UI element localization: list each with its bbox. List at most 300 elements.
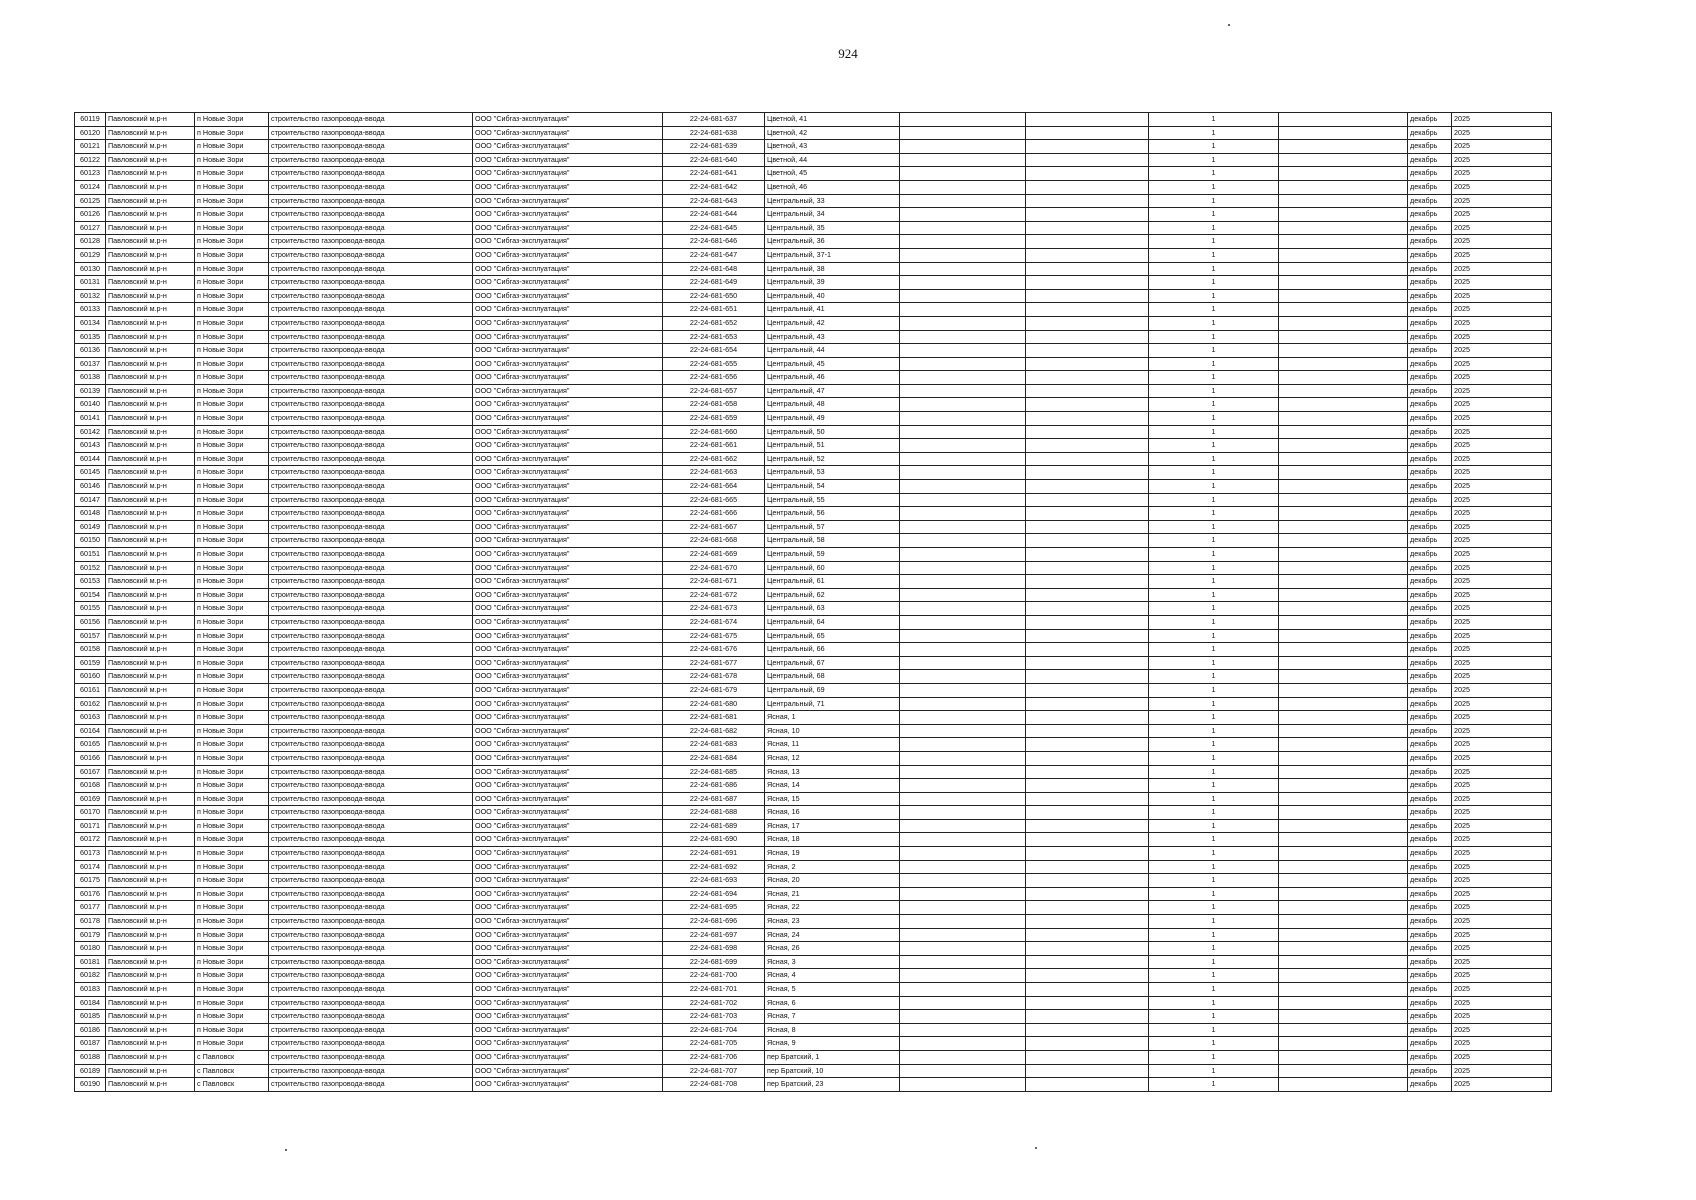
object-number: 22-24-681-706	[663, 1050, 765, 1064]
work-type: строительство газопровода-ввода	[269, 439, 473, 453]
address: Центральный, 47	[765, 384, 900, 398]
empty-cell	[900, 1010, 1026, 1024]
settlement: с Павловск	[195, 1078, 269, 1092]
district: Павловский м.р-н	[106, 670, 195, 684]
settlement: п Новые Зори	[195, 928, 269, 942]
row-number: 60163	[75, 711, 106, 725]
organization: ООО "Сибгаз-эксплуатация"	[473, 371, 663, 385]
table-row	[75, 819, 1552, 833]
table-row	[75, 140, 1552, 154]
address: Центральный, 69	[765, 683, 900, 697]
empty-cell	[900, 180, 1026, 194]
empty-cell	[1279, 955, 1408, 969]
empty-cell	[1279, 643, 1408, 657]
quantity: 1	[1149, 384, 1279, 398]
work-type: строительство газопровода-ввода	[269, 126, 473, 140]
work-type: строительство газопровода-ввода	[269, 615, 473, 629]
year: 2025	[1452, 874, 1552, 888]
month: декабрь	[1408, 983, 1452, 997]
work-type: строительство газопровода-ввода	[269, 1037, 473, 1051]
empty-cell	[900, 887, 1026, 901]
address: Ясная, 20	[765, 874, 900, 888]
empty-cell	[1279, 534, 1408, 548]
object-number: 22-24-681-641	[663, 167, 765, 181]
settlement: п Новые Зори	[195, 153, 269, 167]
settlement: п Новые Зори	[195, 1023, 269, 1037]
empty-cell	[1026, 439, 1149, 453]
empty-cell	[900, 969, 1026, 983]
object-number: 22-24-681-694	[663, 887, 765, 901]
year: 2025	[1452, 561, 1552, 575]
address: Ясная, 6	[765, 996, 900, 1010]
month: декабрь	[1408, 819, 1452, 833]
work-type: строительство газопровода-ввода	[269, 697, 473, 711]
empty-cell	[900, 221, 1026, 235]
table-row	[75, 262, 1552, 276]
organization: ООО "Сибгаз-эксплуатация"	[473, 548, 663, 562]
object-number: 22-24-681-690	[663, 833, 765, 847]
address: пер Братский, 23	[765, 1078, 900, 1092]
empty-cell	[900, 751, 1026, 765]
table-row	[75, 561, 1552, 575]
quantity: 1	[1149, 887, 1279, 901]
district: Павловский м.р-н	[106, 847, 195, 861]
row-number: 60141	[75, 412, 106, 426]
organization: ООО "Сибгаз-эксплуатация"	[473, 928, 663, 942]
organization: ООО "Сибгаз-эксплуатация"	[473, 140, 663, 154]
organization: ООО "Сибгаз-эксплуатация"	[473, 357, 663, 371]
empty-cell	[1279, 969, 1408, 983]
organization: ООО "Сибгаз-эксплуатация"	[473, 262, 663, 276]
row-number: 60187	[75, 1037, 106, 1051]
empty-cell	[900, 942, 1026, 956]
quantity: 1	[1149, 615, 1279, 629]
settlement: п Новые Зори	[195, 738, 269, 752]
month: декабрь	[1408, 996, 1452, 1010]
empty-cell	[1026, 1064, 1149, 1078]
organization: ООО "Сибгаз-эксплуатация"	[473, 575, 663, 589]
organization: ООО "Сибгаз-эксплуатация"	[473, 235, 663, 249]
address: Ясная, 12	[765, 751, 900, 765]
year: 2025	[1452, 235, 1552, 249]
empty-cell	[1026, 153, 1149, 167]
organization: ООО "Сибгаз-эксплуатация"	[473, 1010, 663, 1024]
address: Цветной, 44	[765, 153, 900, 167]
quantity: 1	[1149, 874, 1279, 888]
work-type: строительство газопровода-ввода	[269, 235, 473, 249]
year: 2025	[1452, 1050, 1552, 1064]
settlement: п Новые Зори	[195, 1037, 269, 1051]
work-type: строительство газопровода-ввода	[269, 575, 473, 589]
work-type: строительство газопровода-ввода	[269, 833, 473, 847]
year: 2025	[1452, 765, 1552, 779]
empty-cell	[1026, 874, 1149, 888]
empty-cell	[1279, 330, 1408, 344]
address: Центральный, 38	[765, 262, 900, 276]
empty-cell	[900, 901, 1026, 915]
empty-cell	[1279, 208, 1408, 222]
quantity: 1	[1149, 344, 1279, 358]
month: декабрь	[1408, 615, 1452, 629]
empty-cell	[1279, 493, 1408, 507]
address: Центральный, 68	[765, 670, 900, 684]
empty-cell	[1279, 751, 1408, 765]
year: 2025	[1452, 738, 1552, 752]
work-type: строительство газопровода-ввода	[269, 588, 473, 602]
settlement: п Новые Зори	[195, 330, 269, 344]
organization: ООО "Сибгаз-эксплуатация"	[473, 248, 663, 262]
year: 2025	[1452, 860, 1552, 874]
settlement: п Новые Зори	[195, 656, 269, 670]
month: декабрь	[1408, 874, 1452, 888]
district: Павловский м.р-н	[106, 792, 195, 806]
object-number: 22-24-681-652	[663, 316, 765, 330]
address: Центральный, 36	[765, 235, 900, 249]
district: Павловский м.р-н	[106, 357, 195, 371]
table-row	[75, 983, 1552, 997]
empty-cell	[1279, 180, 1408, 194]
empty-cell	[900, 955, 1026, 969]
quantity: 1	[1149, 738, 1279, 752]
month: декабрь	[1408, 765, 1452, 779]
year: 2025	[1452, 751, 1552, 765]
year: 2025	[1452, 1023, 1552, 1037]
address: Ясная, 10	[765, 724, 900, 738]
month: декабрь	[1408, 221, 1452, 235]
empty-cell	[1026, 384, 1149, 398]
object-number: 22-24-681-660	[663, 425, 765, 439]
settlement: п Новые Зори	[195, 208, 269, 222]
organization: ООО "Сибгаз-эксплуатация"	[473, 194, 663, 208]
object-number: 22-24-681-662	[663, 452, 765, 466]
settlement: п Новые Зори	[195, 670, 269, 684]
organization: ООО "Сибгаз-эксплуатация"	[473, 643, 663, 657]
organization: ООО "Сибгаз-эксплуатация"	[473, 588, 663, 602]
district: Павловский м.р-н	[106, 507, 195, 521]
row-number: 60127	[75, 221, 106, 235]
object-number: 22-24-681-668	[663, 534, 765, 548]
settlement: п Новые Зори	[195, 615, 269, 629]
work-type: строительство газопровода-ввода	[269, 1010, 473, 1024]
month: декабрь	[1408, 439, 1452, 453]
empty-cell	[900, 1078, 1026, 1092]
row-number: 60188	[75, 1050, 106, 1064]
empty-cell	[1279, 1023, 1408, 1037]
empty-cell	[1026, 602, 1149, 616]
empty-cell	[1026, 208, 1149, 222]
empty-cell	[900, 208, 1026, 222]
settlement: п Новые Зори	[195, 425, 269, 439]
empty-cell	[900, 344, 1026, 358]
settlement: п Новые Зори	[195, 847, 269, 861]
address: Центральный, 61	[765, 575, 900, 589]
settlement: п Новые Зори	[195, 561, 269, 575]
empty-cell	[900, 140, 1026, 154]
work-type: строительство газопровода-ввода	[269, 806, 473, 820]
empty-cell	[900, 779, 1026, 793]
district: Павловский м.р-н	[106, 969, 195, 983]
organization: ООО "Сибгаз-эксплуатация"	[473, 915, 663, 929]
settlement: п Новые Зори	[195, 520, 269, 534]
month: декабрь	[1408, 887, 1452, 901]
table-row	[75, 1064, 1552, 1078]
row-number: 60119	[75, 113, 106, 127]
table-row	[75, 425, 1552, 439]
work-type: строительство газопровода-ввода	[269, 561, 473, 575]
empty-cell	[1279, 276, 1408, 290]
address: Центральный, 52	[765, 452, 900, 466]
district: Павловский м.р-н	[106, 779, 195, 793]
settlement: п Новые Зори	[195, 194, 269, 208]
district: Павловский м.р-н	[106, 724, 195, 738]
month: декабрь	[1408, 153, 1452, 167]
table-row	[75, 548, 1552, 562]
row-number: 60134	[75, 316, 106, 330]
year: 2025	[1452, 683, 1552, 697]
table-row	[75, 534, 1552, 548]
settlement: п Новые Зори	[195, 806, 269, 820]
empty-cell	[1026, 955, 1149, 969]
settlement: п Новые Зори	[195, 262, 269, 276]
row-number: 60160	[75, 670, 106, 684]
district: Павловский м.р-н	[106, 1023, 195, 1037]
month: декабрь	[1408, 466, 1452, 480]
table-row	[75, 738, 1552, 752]
empty-cell	[900, 493, 1026, 507]
table-row	[75, 357, 1552, 371]
settlement: с Павловск	[195, 1064, 269, 1078]
empty-cell	[1279, 697, 1408, 711]
empty-cell	[900, 915, 1026, 929]
organization: ООО "Сибгаз-эксплуатация"	[473, 126, 663, 140]
district: Павловский м.р-н	[106, 738, 195, 752]
settlement: п Новые Зори	[195, 697, 269, 711]
empty-cell	[900, 113, 1026, 127]
object-number: 22-24-681-663	[663, 466, 765, 480]
month: декабрь	[1408, 1078, 1452, 1092]
month: декабрь	[1408, 942, 1452, 956]
work-type: строительство газопровода-ввода	[269, 357, 473, 371]
month: декабрь	[1408, 561, 1452, 575]
row-number: 60185	[75, 1010, 106, 1024]
year: 2025	[1452, 330, 1552, 344]
organization: ООО "Сибгаз-эксплуатация"	[473, 874, 663, 888]
quantity: 1	[1149, 452, 1279, 466]
work-type: строительство газопровода-ввода	[269, 928, 473, 942]
quantity: 1	[1149, 113, 1279, 127]
district: Павловский м.р-н	[106, 289, 195, 303]
address: Ясная, 8	[765, 1023, 900, 1037]
month: декабрь	[1408, 1050, 1452, 1064]
empty-cell	[1279, 371, 1408, 385]
object-number: 22-24-681-649	[663, 276, 765, 290]
address: Ясная, 17	[765, 819, 900, 833]
settlement: п Новые Зори	[195, 683, 269, 697]
quantity: 1	[1149, 792, 1279, 806]
table-row	[75, 670, 1552, 684]
month: декабрь	[1408, 1010, 1452, 1024]
empty-cell	[1026, 425, 1149, 439]
address: Центральный, 35	[765, 221, 900, 235]
month: декабрь	[1408, 452, 1452, 466]
settlement: п Новые Зори	[195, 765, 269, 779]
empty-cell	[1026, 887, 1149, 901]
settlement: п Новые Зори	[195, 384, 269, 398]
settlement: п Новые Зори	[195, 534, 269, 548]
organization: ООО "Сибгаз-эксплуатация"	[473, 1078, 663, 1092]
work-type: строительство газопровода-ввода	[269, 412, 473, 426]
quantity: 1	[1149, 180, 1279, 194]
district: Павловский м.р-н	[106, 942, 195, 956]
object-number: 22-24-681-705	[663, 1037, 765, 1051]
organization: ООО "Сибгаз-эксплуатация"	[473, 208, 663, 222]
empty-cell	[900, 724, 1026, 738]
address: Центральный, 41	[765, 303, 900, 317]
quantity: 1	[1149, 262, 1279, 276]
work-type: строительство газопровода-ввода	[269, 507, 473, 521]
district: Павловский м.р-н	[106, 520, 195, 534]
month: декабрь	[1408, 1037, 1452, 1051]
quantity: 1	[1149, 1064, 1279, 1078]
district: Павловский м.р-н	[106, 1078, 195, 1092]
object-number: 22-24-681-700	[663, 969, 765, 983]
address: Ясная, 3	[765, 955, 900, 969]
year: 2025	[1452, 439, 1552, 453]
address: Центральный, 39	[765, 276, 900, 290]
year: 2025	[1452, 248, 1552, 262]
month: декабрь	[1408, 480, 1452, 494]
empty-cell	[1026, 683, 1149, 697]
row-number: 60130	[75, 262, 106, 276]
object-number: 22-24-681-674	[663, 615, 765, 629]
year: 2025	[1452, 901, 1552, 915]
address: Ясная, 11	[765, 738, 900, 752]
month: декабрь	[1408, 833, 1452, 847]
table-row	[75, 439, 1552, 453]
row-number: 60178	[75, 915, 106, 929]
work-type: строительство газопровода-ввода	[269, 534, 473, 548]
empty-cell	[1026, 316, 1149, 330]
work-type: строительство газопровода-ввода	[269, 452, 473, 466]
object-number: 22-24-681-642	[663, 180, 765, 194]
district: Павловский м.р-н	[106, 221, 195, 235]
table-row	[75, 412, 1552, 426]
row-number: 60152	[75, 561, 106, 575]
quantity: 1	[1149, 779, 1279, 793]
empty-cell	[900, 738, 1026, 752]
empty-cell	[1279, 194, 1408, 208]
row-number: 60159	[75, 656, 106, 670]
year: 2025	[1452, 942, 1552, 956]
quantity: 1	[1149, 398, 1279, 412]
work-type: строительство газопровода-ввода	[269, 330, 473, 344]
empty-cell	[1279, 711, 1408, 725]
address: Центральный, 53	[765, 466, 900, 480]
quantity: 1	[1149, 711, 1279, 725]
table-row	[75, 724, 1552, 738]
address: пер Братский, 10	[765, 1064, 900, 1078]
year: 2025	[1452, 180, 1552, 194]
year: 2025	[1452, 493, 1552, 507]
quantity: 1	[1149, 561, 1279, 575]
empty-cell	[900, 548, 1026, 562]
year: 2025	[1452, 425, 1552, 439]
settlement: п Новые Зори	[195, 357, 269, 371]
quantity: 1	[1149, 221, 1279, 235]
row-number: 60123	[75, 167, 106, 181]
empty-cell	[900, 167, 1026, 181]
scan-speck	[285, 1149, 287, 1151]
district: Павловский м.р-н	[106, 493, 195, 507]
work-type: строительство газопровода-ввода	[269, 316, 473, 330]
table-row	[75, 371, 1552, 385]
empty-cell	[1279, 262, 1408, 276]
work-type: строительство газопровода-ввода	[269, 466, 473, 480]
empty-cell	[1279, 847, 1408, 861]
district: Павловский м.р-н	[106, 575, 195, 589]
month: декабрь	[1408, 262, 1452, 276]
empty-cell	[1279, 113, 1408, 127]
quantity: 1	[1149, 1023, 1279, 1037]
table-row	[75, 683, 1552, 697]
table-row	[75, 629, 1552, 643]
month: декабрь	[1408, 412, 1452, 426]
empty-cell	[1279, 615, 1408, 629]
settlement: п Новые Зори	[195, 507, 269, 521]
empty-cell	[1026, 983, 1149, 997]
quantity: 1	[1149, 1037, 1279, 1051]
quantity: 1	[1149, 126, 1279, 140]
row-number: 60121	[75, 140, 106, 154]
quantity: 1	[1149, 697, 1279, 711]
organization: ООО "Сибгаз-эксплуатация"	[473, 113, 663, 127]
month: декабрь	[1408, 1023, 1452, 1037]
object-number: 22-24-681-680	[663, 697, 765, 711]
object-number: 22-24-681-670	[663, 561, 765, 575]
quantity: 1	[1149, 588, 1279, 602]
organization: ООО "Сибгаз-эксплуатация"	[473, 819, 663, 833]
address: Ясная, 4	[765, 969, 900, 983]
address: Центральный, 56	[765, 507, 900, 521]
table-row	[75, 248, 1552, 262]
object-number: 22-24-681-675	[663, 629, 765, 643]
year: 2025	[1452, 983, 1552, 997]
empty-cell	[1026, 819, 1149, 833]
empty-cell	[900, 874, 1026, 888]
settlement: п Новые Зори	[195, 983, 269, 997]
settlement: п Новые Зори	[195, 643, 269, 657]
row-number: 60168	[75, 779, 106, 793]
year: 2025	[1452, 452, 1552, 466]
settlement: п Новые Зори	[195, 969, 269, 983]
organization: ООО "Сибгаз-эксплуатация"	[473, 507, 663, 521]
district: Павловский м.р-н	[106, 262, 195, 276]
district: Павловский м.р-н	[106, 629, 195, 643]
object-number: 22-24-681-648	[663, 262, 765, 276]
object-number: 22-24-681-656	[663, 371, 765, 385]
settlement: с Павловск	[195, 1050, 269, 1064]
empty-cell	[900, 629, 1026, 643]
month: декабрь	[1408, 683, 1452, 697]
settlement: п Новые Зори	[195, 235, 269, 249]
quantity: 1	[1149, 412, 1279, 426]
address: Цветной, 43	[765, 140, 900, 154]
address: Центральный, 48	[765, 398, 900, 412]
empty-cell	[1279, 670, 1408, 684]
settlement: п Новые Зори	[195, 724, 269, 738]
address: Центральный, 65	[765, 629, 900, 643]
empty-cell	[1026, 588, 1149, 602]
